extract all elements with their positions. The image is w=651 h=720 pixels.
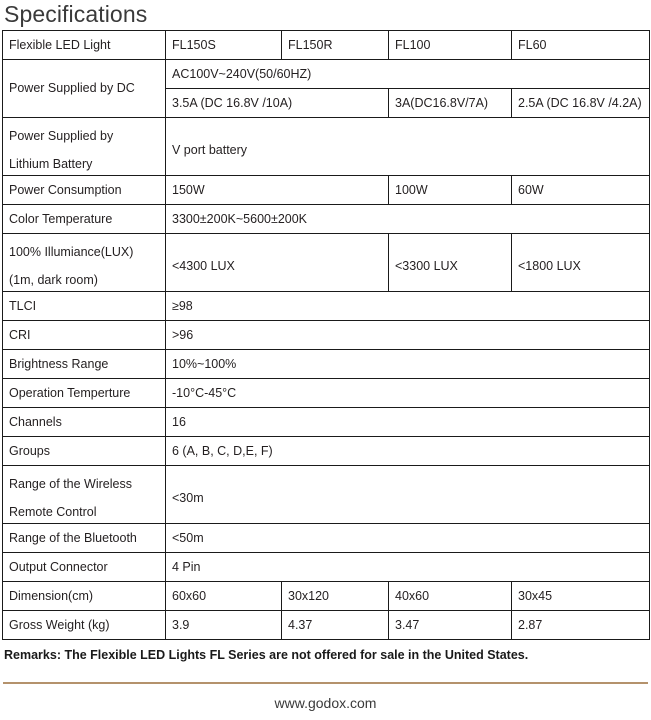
- groups-value: 6 (A, B, C, D,E, F): [166, 437, 650, 466]
- row-label-groups: Groups: [3, 437, 166, 466]
- power-dc-ac-input: AC100V~240V(50/60HZ): [166, 60, 650, 89]
- row-label-bluetooth-range: Range of the Bluetooth: [3, 524, 166, 553]
- dimension-fl60: 30x45: [512, 582, 650, 611]
- row-label-flexible-led-light: Flexible LED Light: [3, 31, 166, 60]
- row-label-wireless-range: [3, 466, 166, 524]
- illuminance-fl100-text: <3300 LUX: [395, 258, 458, 273]
- model-fl100: FL100: [389, 31, 512, 60]
- table-row-channels: [3, 408, 650, 437]
- table-row-brightness-range: [3, 350, 650, 379]
- output-connector-value: 4 Pin: [166, 553, 650, 582]
- model-fl150s: FL150S: [166, 31, 282, 60]
- row-label-illuminance-line2: (1m, dark room): [9, 272, 98, 287]
- wireless-range-value: [166, 466, 650, 524]
- table-row-color-temperature: [3, 205, 650, 234]
- brightness-range-value: 10%~100%: [166, 350, 650, 379]
- table-row-model-header: [3, 31, 650, 60]
- dimension-fl100: 40x60: [389, 582, 512, 611]
- table-row-illuminance: [3, 234, 650, 292]
- row-label-dimension: Dimension(cm): [3, 582, 166, 611]
- row-label-tlci: TLCI: [3, 292, 166, 321]
- row-label-operation-temperature: Operation Temperture: [3, 379, 166, 408]
- page-title: Specifications: [4, 1, 148, 27]
- remarks-note: Remarks: The Flexible LED Lights FL Series are not offered for sale in the United States.: [4, 648, 529, 662]
- row-label-power-supplied-by-dc: Power Supplied by DC: [3, 60, 166, 118]
- table-row-power-lithium: [3, 118, 650, 176]
- table-row-output-connector: [3, 553, 650, 582]
- channels-value: 16: [166, 408, 650, 437]
- row-label-color-temperature: Color Temperature: [3, 205, 166, 234]
- row-label-output-connector: Output Connector: [3, 553, 166, 582]
- tlci-value: ≥98: [166, 292, 650, 321]
- row-label-illuminance: [3, 234, 166, 292]
- power-lithium-value-text: V port battery: [172, 142, 248, 157]
- gross-weight-fl100: 3.47: [389, 611, 512, 640]
- footer-website-url: www.godox.com: [274, 695, 377, 711]
- table-row-bluetooth-range: [3, 524, 650, 553]
- table-row-wireless-range: [3, 466, 650, 524]
- row-label-gross-weight: Gross Weight (kg): [3, 611, 166, 640]
- row-label-channels: Channels: [3, 408, 166, 437]
- power-consumption-fl150: 150W: [166, 176, 389, 205]
- power-dc-current-fl60: 2.5A (DC 16.8V /4.2A): [512, 89, 650, 118]
- table-row-cri: [3, 321, 650, 350]
- cri-value: >96: [166, 321, 650, 350]
- row-label-wireless-line2: Remote Control: [9, 504, 97, 519]
- illuminance-fl60: [512, 234, 650, 292]
- table-row-dimension: [3, 582, 650, 611]
- model-fl60: FL60: [512, 31, 650, 60]
- table-row-groups: [3, 437, 650, 466]
- gross-weight-fl150s: 3.9: [166, 611, 282, 640]
- wireless-range-value-text: <30m: [172, 490, 204, 505]
- table-row-tlci: [3, 292, 650, 321]
- row-label-lithium-line2: Lithium Battery: [9, 156, 93, 171]
- dimension-fl150s: 60x60: [166, 582, 282, 611]
- table-row-operation-temperature: [3, 379, 650, 408]
- power-dc-current-fl150: 3.5A (DC 16.8V /10A): [166, 89, 389, 118]
- illuminance-fl150: [166, 234, 389, 292]
- power-dc-current-fl100: 3A(DC16.8V/7A): [389, 89, 512, 118]
- gross-weight-fl150r: 4.37: [282, 611, 389, 640]
- power-consumption-fl100: 100W: [389, 176, 512, 205]
- table-row-power-consumption: [3, 176, 650, 205]
- gross-weight-fl60: 2.87: [512, 611, 650, 640]
- row-label-power-supplied-by-lithium-battery: [3, 118, 166, 176]
- table-row-gross-weight: [3, 611, 650, 640]
- operation-temperature-value: -10°C-45°C: [166, 379, 650, 408]
- dimension-fl150r: 30x120: [282, 582, 389, 611]
- illuminance-fl150-text: <4300 LUX: [172, 258, 235, 273]
- specifications-table: [2, 30, 650, 640]
- color-temperature-value: 3300±200K~5600±200K: [166, 205, 650, 234]
- table-row-power-dc-input: [3, 60, 650, 89]
- row-label-wireless-line1: Range of the Wireless: [9, 476, 132, 491]
- model-fl150r: FL150R: [282, 31, 389, 60]
- row-label-brightness-range: Brightness Range: [3, 350, 166, 379]
- row-label-cri: CRI: [3, 321, 166, 350]
- power-lithium-value: [166, 118, 650, 176]
- illuminance-fl60-text: <1800 LUX: [518, 258, 581, 273]
- page-footer: [0, 682, 651, 720]
- power-consumption-fl60: 60W: [512, 176, 650, 205]
- illuminance-fl100: [389, 234, 512, 292]
- row-label-power-consumption: Power Consumption: [3, 176, 166, 205]
- row-label-illuminance-line1: 100% Illumiance(LUX): [9, 244, 134, 259]
- bluetooth-range-value: <50m: [166, 524, 650, 553]
- row-label-lithium-line1: Power Supplied by: [9, 128, 114, 143]
